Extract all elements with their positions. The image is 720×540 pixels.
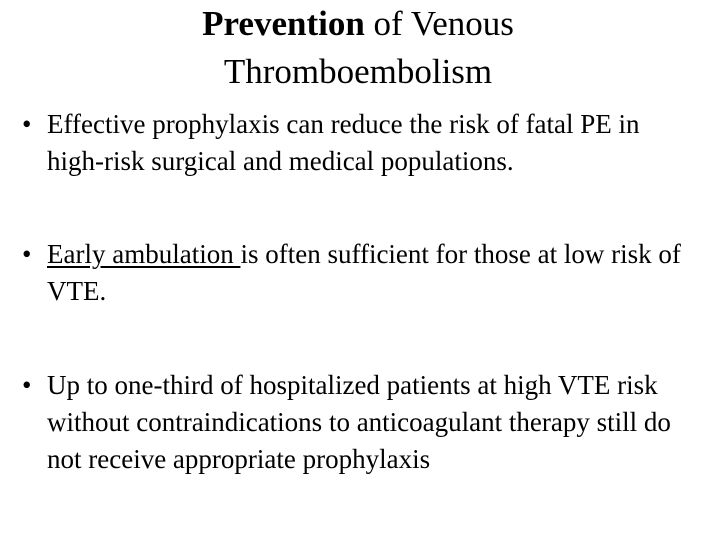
- title-rest: of Venous: [364, 4, 514, 43]
- underlined-phrase: Early ambulation: [47, 239, 241, 269]
- bullet-point-icon: •: [22, 109, 32, 139]
- bullet-text: is often sufficient for those at low risk of VTE.: [47, 239, 681, 306]
- bullet-item-prophylaxis: [22, 106, 702, 180]
- title-bold-word: Prevention: [202, 4, 365, 43]
- bullet-text: Up to one-third of hospitalized patients at high VTE risk without contraindications to anticoagulant therapy still do not receive appropriate prophylaxis: [47, 370, 671, 474]
- bullet-text: Effective prophylaxis can reduce the risk of fatal PE in high-risk surgical and medical populations.: [47, 109, 640, 176]
- slide-title: [0, 0, 716, 96]
- bullet-item-hospitalized: [22, 367, 702, 478]
- bullet-point-icon: •: [22, 239, 32, 269]
- bullet-item-ambulation: [22, 236, 702, 310]
- title-line-1: [0, 0, 716, 48]
- bullet-point-icon: •: [22, 370, 32, 400]
- bullet-text-wrapper: [47, 236, 702, 310]
- title-line-2: Thromboembolism: [223, 52, 493, 91]
